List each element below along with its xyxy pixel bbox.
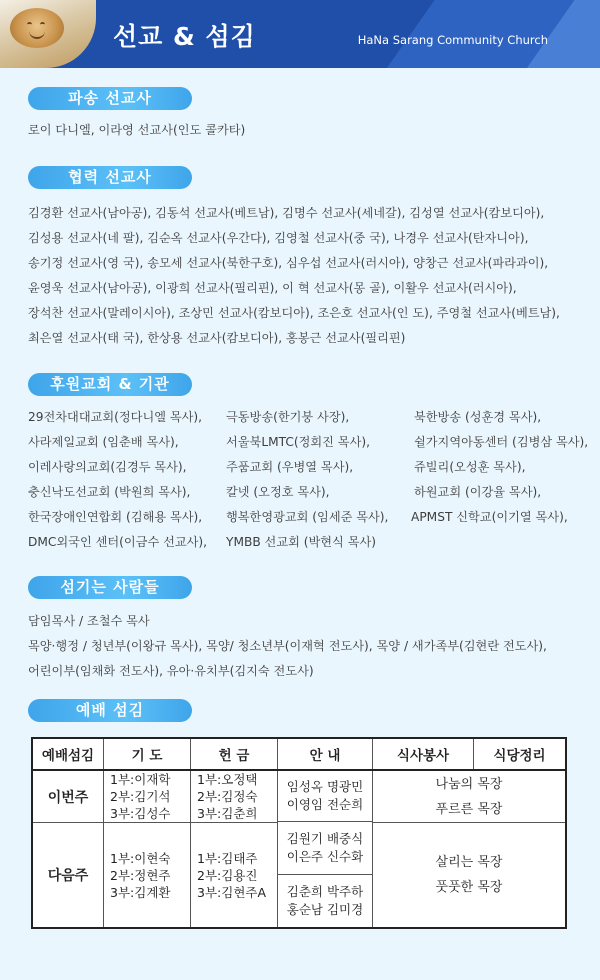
supporting-item: 극동방송(한기붕 사장), (226, 410, 350, 424)
supporting-item: 29전차대대교회(정다니엘 목사), (28, 410, 203, 424)
meal-item: 살리는 목장 (435, 855, 503, 870)
prayer-item: 3부:김계환 (110, 884, 171, 900)
guide-item: 홍순남 김미경 (286, 902, 364, 917)
partner-line: 김성용 선교사(네 팔), 김순옥 선교사(우간다), 김영철 선교사(중 국), 나경우 선교사(탄자니아), (28, 231, 529, 245)
offering-item: 3부:김춘희 (197, 806, 258, 821)
section-title-dispatched: 파송 선교사 (28, 87, 192, 110)
meal-item: 풋풋한 목장 (435, 880, 503, 895)
supporting-item: 서울북LMTC(정회진 목사), (226, 435, 370, 449)
meal-item: 나눔의 목장 (435, 776, 503, 792)
supporting-item: APMST 신학교(이기열 목사), (411, 510, 568, 524)
section-title-supporting: 후원교회 & 기관 (28, 373, 192, 396)
week-label: 이번주 (32, 770, 104, 823)
prayer-cell (104, 770, 191, 823)
prayer-item: 1부:이현숙 (110, 850, 171, 866)
guide-item: 김원기 배중식 (286, 831, 364, 846)
meal-item: 푸르른 목장 (435, 801, 503, 817)
servants-line: 목양·행정 / 청년부(이왕규 목사), 목양/ 청소년부(이재혁 전도사), 목양 / 새가족부(김현란 전도사), (28, 639, 547, 653)
supporting-item: 한국장애인연합회 (김해용 목사), (28, 510, 203, 524)
supporting-item: 쥬빌리(오성훈 목사), (414, 460, 526, 474)
supporting-item: DMC외국인 센터(이금수 선교사), (28, 535, 208, 549)
guide-cell (278, 822, 373, 875)
worship-table (31, 737, 567, 929)
supporting-item: 충신낙도선교회 (박원희 목사), (28, 485, 191, 499)
dispatched-line: 로이 다니엘, 이라영 선교사(인도 콜카타) (28, 123, 246, 137)
guide-item: 이은주 신수화 (286, 849, 364, 864)
col-header: 식사봉사 (373, 738, 474, 770)
prayer-item: 3부:김성수 (110, 806, 171, 821)
prayer-item: 2부:정현주 (110, 867, 171, 883)
page-title: 선교 & 섬김 (113, 22, 256, 51)
offering-item: 1부:김태주 (197, 850, 258, 866)
meal-cell (373, 823, 567, 929)
church-name: HaNa Sarang Community Church (357, 33, 548, 47)
partner-line: 최은열 선교사(태 국), 한상용 선교사(캄보디아), 홍봉근 선교사(필리핀) (28, 331, 406, 345)
guide-cell (278, 770, 373, 822)
col-header: 식당정리 (474, 738, 567, 770)
meal-cell (373, 770, 567, 823)
prayer-cell (104, 823, 191, 929)
guide-item: 김춘희 박주하 (286, 884, 364, 899)
section-title-servants: 섬기는 사람들 (28, 576, 192, 599)
guide-cell (278, 875, 373, 929)
supporting-item: 행복한영광교회 (임세준 목사), (226, 510, 389, 524)
supporting-item: 쉴가지역아동센터 (김병삼 목사), (414, 435, 589, 449)
offering-cell (191, 770, 278, 823)
col-header: 예배섬김 (32, 738, 104, 770)
section-title-partner: 협력 선교사 (28, 166, 192, 189)
table-row (32, 770, 566, 822)
guide-item: 임성옥 명광민 (286, 779, 364, 794)
supporting-item: 하원교회 (이강율 목사), (414, 485, 542, 499)
supporting-item: YMBB 선교회 (박현식 목사) (226, 535, 376, 549)
section-title-worship: 예배 섬김 (28, 699, 192, 722)
partner-line: 김경환 선교사(남아공), 김동석 선교사(베트남), 김명수 선교사(세네갈), 김성열 선교사(캄보디아), (28, 206, 545, 220)
smiling-cup-image (10, 8, 64, 48)
offering-item: 3부:김현주A (197, 884, 267, 900)
supporting-item: 이레사랑의교회(김경두 목사), (28, 460, 187, 474)
header-banner (0, 0, 600, 68)
supporting-item: 주품교회 (우병열 목사), (226, 460, 354, 474)
prayer-item: 1부:이재학 (110, 772, 171, 787)
guide-item: 이영임 전순희 (286, 797, 364, 812)
col-header: 헌 금 (191, 738, 278, 770)
table-header-row (32, 738, 566, 770)
supporting-item: 북한방송 (성훈경 목사), (414, 410, 542, 424)
prayer-item: 2부:김기석 (110, 789, 171, 804)
offering-cell (191, 823, 278, 929)
partner-line: 송기정 선교사(영 국), 송모세 선교사(북한구호), 심우섭 선교사(러시아), 양창근 선교사(파라과이), (28, 256, 549, 270)
servants-line: 담임목사 / 조철수 목사 (28, 614, 150, 628)
partner-line: 윤영욱 선교사(남아공), 이광희 선교사(필리핀), 이 혁 선교사(몽 골), 이활우 선교사(러시아), (28, 281, 517, 295)
partner-line: 장석찬 선교사(말레이시아), 조상민 선교사(캄보디아), 조은호 선교사(인 도), 주영철 선교사(베트남), (28, 306, 560, 320)
supporting-item: 사라제일교회 (임춘배 목사), (28, 435, 179, 449)
col-header: 기 도 (104, 738, 191, 770)
servants-line: 어린이부(임채화 전도사), 유아·유치부(김지숙 전도사) (28, 664, 314, 678)
header-photo (0, 0, 96, 68)
week-label: 다음주 (32, 823, 104, 929)
offering-item: 1부:오정택 (197, 772, 258, 787)
offering-item: 2부:김정숙 (197, 789, 258, 804)
col-header: 안 내 (278, 738, 373, 770)
supporting-item: 칼넷 (오정호 목사), (226, 485, 330, 499)
offering-item: 2부:김용진 (197, 867, 258, 883)
